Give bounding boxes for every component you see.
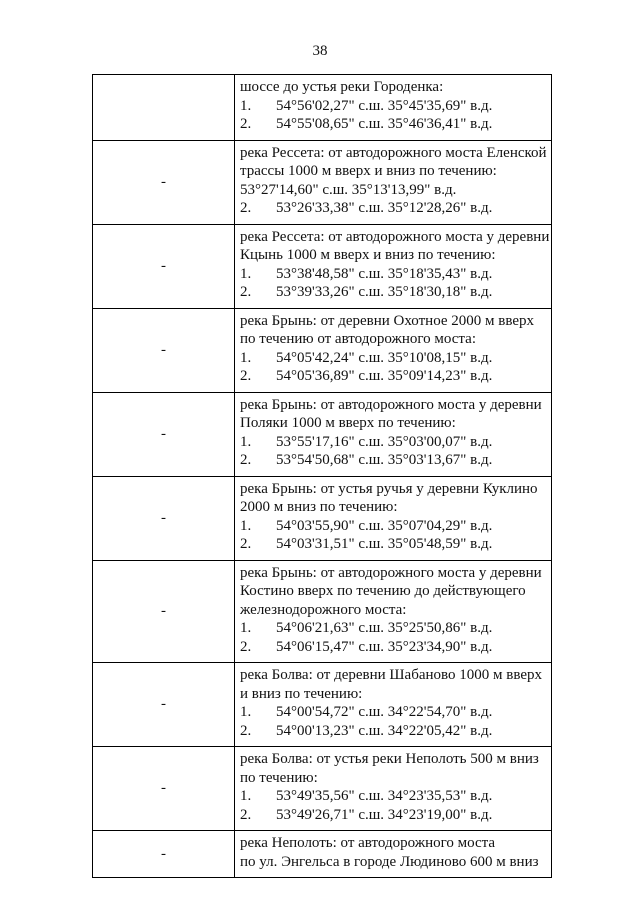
- row-marker-cell: [93, 663, 235, 747]
- table-row: [93, 476, 552, 560]
- coordinate-line: [240, 722, 547, 741]
- table-row: [93, 663, 552, 747]
- row-marker: -: [161, 696, 166, 712]
- coordinate-line: [240, 265, 547, 284]
- coordinate-value: 54°06'15,47" с.ш. 35°23'34,90" в.д.: [276, 638, 493, 655]
- coordinate-number: 2.: [240, 284, 252, 300]
- coordinate-number: 2.: [240, 368, 252, 384]
- coordinate-number: 2.: [240, 806, 252, 823]
- coordinate-number: 1.: [240, 265, 252, 282]
- row-marker-cell: [93, 747, 235, 831]
- coordinate-number: 2.: [240, 116, 252, 132]
- coordinate-value: 53°39'33,26" с.ш. 35°18'30,18" в.д.: [276, 284, 493, 300]
- row-marker-cell: [93, 308, 235, 392]
- coordinate-number: 1.: [240, 433, 252, 450]
- description-line: по течению:: [240, 769, 318, 786]
- coordinate-value: 54°03'31,51" с.ш. 35°05'48,59" в.д.: [276, 536, 493, 552]
- coordinate-value: 54°55'08,65" с.ш. 35°46'36,41" в.д.: [276, 116, 493, 132]
- description-line: Кцынь 1000 м вверх и вниз по течению:: [240, 247, 496, 263]
- coordinate-line: [240, 283, 547, 302]
- description-line: Костино вверх по течению до действующего: [240, 583, 526, 599]
- description-line: река Болва: от устья реки Неполоть 500 м вниз: [240, 751, 539, 767]
- description-cell: [235, 75, 552, 141]
- description-line: железнодорожного моста:: [240, 601, 407, 618]
- description-line: река Рессета: от автодорожного моста у деревни: [240, 228, 550, 245]
- page-number: 38: [312, 43, 328, 59]
- description-line: трассы 1000 м вверх и вниз по течению:: [240, 163, 497, 179]
- coordinate-value: 53°26'33,38" с.ш. 35°12'28,26" в.д.: [276, 200, 493, 216]
- table-row: [93, 308, 552, 392]
- description-cell: [235, 747, 552, 831]
- coordinate-line: [240, 451, 547, 470]
- description-line: шоссе до устья реки Городенка:: [240, 79, 444, 95]
- table-row: [93, 560, 552, 663]
- coordinate-number: 2.: [240, 638, 252, 655]
- row-marker: -: [161, 780, 166, 796]
- coordinate-value: 53°27'14,60" с.ш. 35°13'13,99" в.д.: [240, 181, 457, 198]
- description-line: Поляки 1000 м вверх по течению:: [240, 415, 456, 431]
- row-marker-cell: [93, 392, 235, 476]
- row-marker-cell: [93, 140, 235, 224]
- coordinate-line: [240, 787, 547, 806]
- row-marker: -: [161, 602, 166, 619]
- description-cell: [235, 560, 552, 663]
- coordinate-value: 54°00'13,23" с.ш. 34°22'05,42" в.д.: [276, 722, 493, 739]
- row-marker: -: [161, 509, 166, 526]
- row-marker-cell: [93, 75, 235, 141]
- coordinate-value: 54°00'54,72" с.ш. 34°22'54,70" в.д.: [276, 704, 493, 720]
- coordinate-line: [240, 97, 547, 116]
- coordinate-value: 54°06'21,63" с.ш. 35°25'50,86" в.д.: [276, 620, 493, 636]
- coordinate-number: 2.: [240, 452, 252, 468]
- row-marker: -: [161, 341, 166, 358]
- coordinate-line: [240, 703, 547, 722]
- coordinate-line: [240, 181, 547, 200]
- description-cell: [235, 224, 552, 308]
- coordinate-number: 2.: [240, 722, 252, 739]
- coordinate-value: 53°49'26,71" с.ш. 34°23'19,00" в.д.: [276, 806, 493, 823]
- coordinate-number: 1.: [240, 517, 252, 534]
- coordinate-value: 53°49'35,56" с.ш. 34°23'35,53" в.д.: [276, 788, 493, 804]
- description-line: река Рессета: от автодорожного моста Еленской: [240, 144, 547, 161]
- row-marker: -: [161, 257, 166, 274]
- description-cell: [235, 663, 552, 747]
- coordinate-line: [240, 433, 547, 452]
- coordinate-line: [240, 806, 547, 825]
- table-row: [93, 747, 552, 831]
- description-cell: [235, 476, 552, 560]
- coordinate-number: 1.: [240, 349, 252, 366]
- description-line: река Неполоть: от автодорожного моста: [240, 835, 496, 851]
- coordinate-line: [240, 638, 547, 657]
- coordinate-number: 1.: [240, 620, 252, 636]
- description-line: по ул. Энгельса в городе Людиново 600 м вниз: [240, 853, 539, 870]
- row-marker-cell: [93, 224, 235, 308]
- table-row: [93, 392, 552, 476]
- row-marker: -: [161, 173, 166, 190]
- description-line: река Брынь: от автодорожного моста у деревни: [240, 564, 542, 581]
- table-row: [93, 140, 552, 224]
- coordinate-value: 53°38'48,58" с.ш. 35°18'35,43" в.д.: [276, 265, 493, 282]
- coordinate-value: 54°03'55,90" с.ш. 35°07'04,29" в.д.: [276, 517, 493, 534]
- description-cell: [235, 308, 552, 392]
- table-row: [93, 831, 552, 878]
- description-cell: [235, 392, 552, 476]
- coordinate-line: [240, 199, 547, 218]
- coordinate-line: [240, 535, 547, 554]
- description-line: река Брынь: от деревни Охотное 2000 м вверх: [240, 312, 535, 329]
- coordinates-table: [92, 74, 552, 878]
- coordinate-line: [240, 349, 547, 368]
- description-line: река Брынь: от устья ручья у деревни Куклино: [240, 480, 538, 497]
- coordinate-number: 1.: [240, 788, 252, 804]
- description-line: и вниз по течению:: [240, 685, 363, 702]
- description-line: по течению от автодорожного моста:: [240, 331, 476, 347]
- coordinate-number: 1.: [240, 97, 252, 114]
- row-marker-cell: [93, 476, 235, 560]
- description-line: 2000 м вниз по течению:: [240, 499, 398, 515]
- description-line: река Брынь: от автодорожного моста у деревни: [240, 396, 542, 413]
- table-row: [93, 75, 552, 141]
- row-marker: -: [161, 425, 166, 442]
- coordinate-number: 2.: [240, 200, 252, 216]
- coordinate-value: 54°05'42,24" с.ш. 35°10'08,15" в.д.: [276, 349, 493, 366]
- description-cell: [235, 140, 552, 224]
- table-row: [93, 224, 552, 308]
- description-line: река Болва: от деревни Шабаново 1000 м вверх: [240, 667, 542, 683]
- row-marker-cell: [93, 560, 235, 663]
- coordinate-value: 53°54'50,68" с.ш. 35°03'13,67" в.д.: [276, 452, 493, 468]
- coordinate-line: [240, 517, 547, 536]
- row-marker-cell: [93, 831, 235, 878]
- coordinate-number: 2.: [240, 536, 252, 552]
- description-cell: [235, 831, 552, 878]
- row-marker: -: [161, 845, 166, 862]
- coordinate-line: [240, 115, 547, 134]
- coordinate-number: 1.: [240, 704, 252, 720]
- coordinate-line: [240, 367, 547, 386]
- coordinate-line: [240, 619, 547, 638]
- table-body: [93, 75, 552, 878]
- coordinate-value: 54°56'02,27" с.ш. 35°45'35,69" в.д.: [276, 97, 493, 114]
- coordinate-value: 53°55'17,16" с.ш. 35°03'00,07" в.д.: [276, 433, 493, 450]
- coordinate-value: 54°05'36,89" с.ш. 35°09'14,23" в.д.: [276, 368, 493, 384]
